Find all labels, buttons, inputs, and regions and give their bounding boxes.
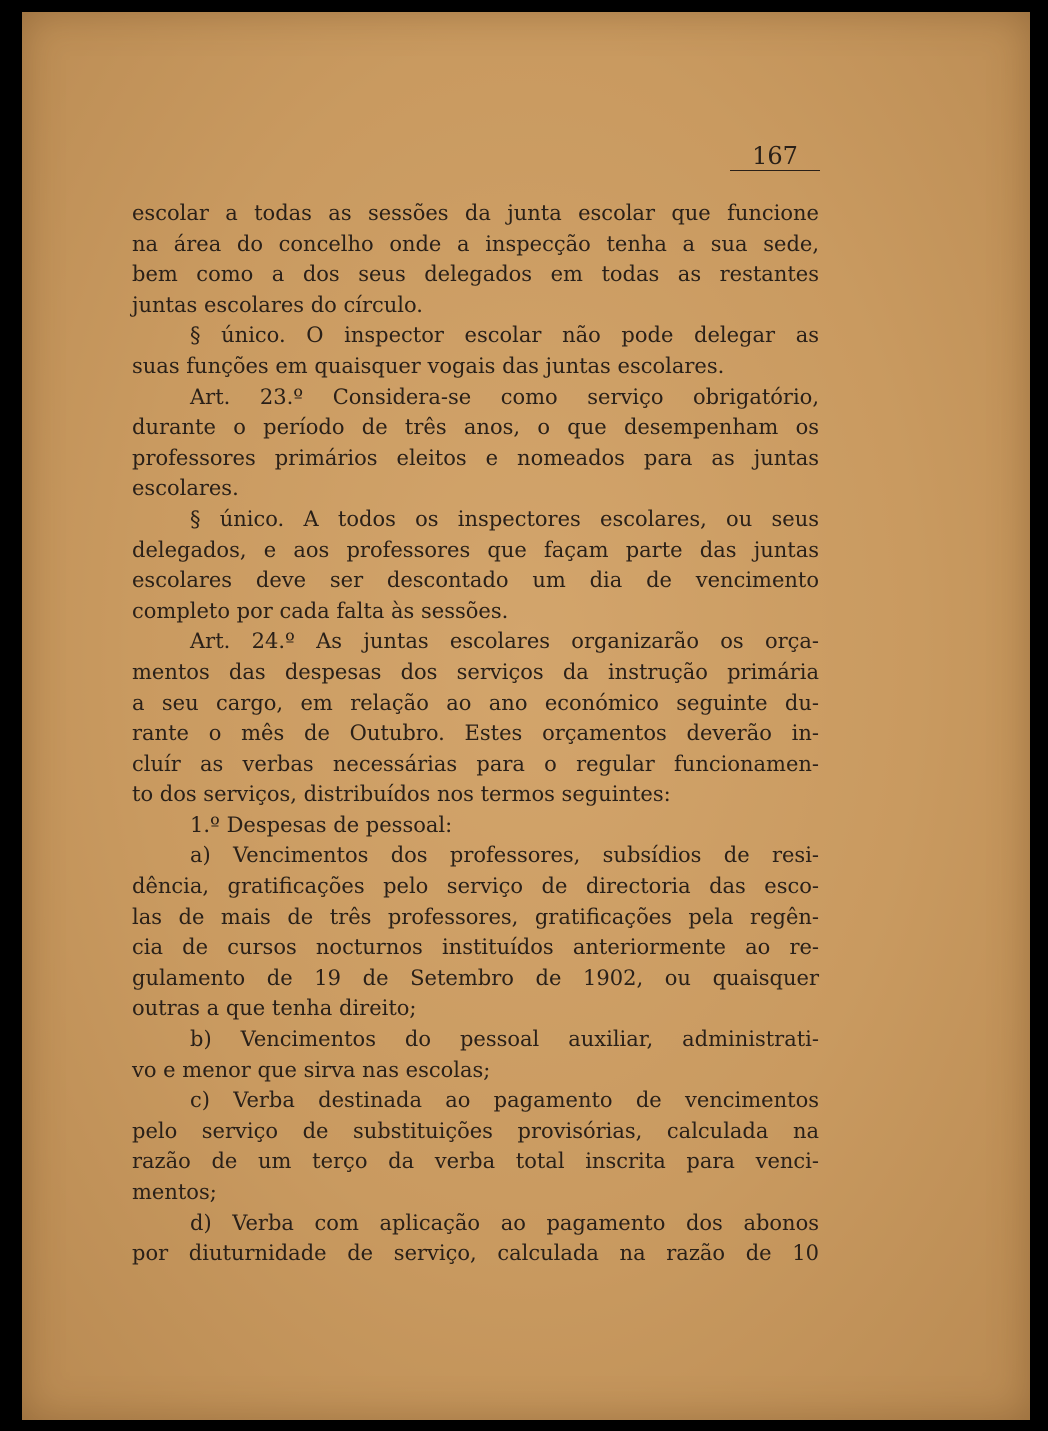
text-line: suas funções em quaisquer vogais das juntas escolares.: [132, 353, 725, 378]
text-line: d) Verba com aplicação ao pagamento dos abonos: [190, 1210, 819, 1235]
text-line: rante o mês de Outubro. Estes orçamentos deverão in-: [132, 721, 819, 746]
text-line: to dos serviços, distribuídos nos termos seguintes:: [132, 782, 671, 807]
text-line: escolares deve ser descontado um dia de vencimento: [132, 568, 819, 593]
text-line: razão de um terço da verba total inscrita para venci-: [132, 1149, 819, 1174]
text-line: cluír as verbas necessárias para o regular funcionamen-: [132, 751, 819, 776]
text-line: outras a que tenha direito;: [132, 996, 417, 1021]
text-line: a seu cargo, em relação ao ano económico seguinte du-: [132, 690, 819, 715]
text-line: delegados, e aos professores que façam parte das juntas: [132, 537, 819, 562]
text-line: 1.º Despesas de pessoal:: [190, 812, 453, 837]
text-line: escolares.: [132, 476, 239, 501]
text-line: juntas escolares do círculo.: [132, 292, 423, 317]
text-line: gulamento de 19 de Setembro de 1902, ou quaisquer: [132, 965, 819, 990]
text-line: c) Verba destinada ao pagamento de vencimentos: [190, 1088, 819, 1113]
text-line: durante o período de três anos, o que desempenham os: [132, 415, 819, 440]
text-line: bem como a dos seus delegados em todas as restantes: [132, 262, 819, 287]
text-line: Art. 23.º Considera-se como serviço obrigatório,: [190, 384, 819, 409]
text-line: § único. O inspector escolar não pode delegar as: [190, 323, 819, 348]
text-line: pelo serviço de substituições provisórias, calculada na: [132, 1118, 819, 1143]
text-line: professores primários eleitos e nomeados para as juntas: [132, 445, 819, 470]
text-line: a) Vencimentos dos professores, subsídios de resi-: [190, 843, 819, 868]
text-line: dência, gratificações pelo serviço de directoria das esco-: [132, 874, 819, 899]
text-line: mentos;: [132, 1180, 217, 1204]
body-text: [132, 198, 819, 1269]
text-line: na área do concelho onde a inspecção tenha a sua sede,: [132, 231, 819, 256]
text-line: § único. A todos os inspectores escolares, ou seus: [190, 506, 819, 531]
document-page: [22, 12, 1030, 1420]
text-line: escolar a todas as sessões da junta escolar que funcione: [132, 201, 819, 225]
text-line: vo e menor que sirva nas escolas;: [132, 1057, 491, 1082]
text-line: cia de cursos nocturnos instituídos anteriormente ao re-: [132, 935, 819, 960]
page-number: 167: [730, 142, 820, 171]
text-line: mentos das despesas dos serviços da instrução primária: [132, 659, 819, 684]
text-line: completo por cada falta às sessões.: [132, 598, 509, 623]
text-line: las de mais de três professores, gratificações pela regên-: [132, 904, 819, 929]
text-line: b) Vencimentos do pessoal auxiliar, administrati-: [190, 1027, 819, 1052]
text-line: Art. 24.º As juntas escolares organizarão os orça-: [190, 629, 819, 654]
text-line: por diuturnidade de serviço, calculada na razão de 10: [132, 1241, 819, 1266]
